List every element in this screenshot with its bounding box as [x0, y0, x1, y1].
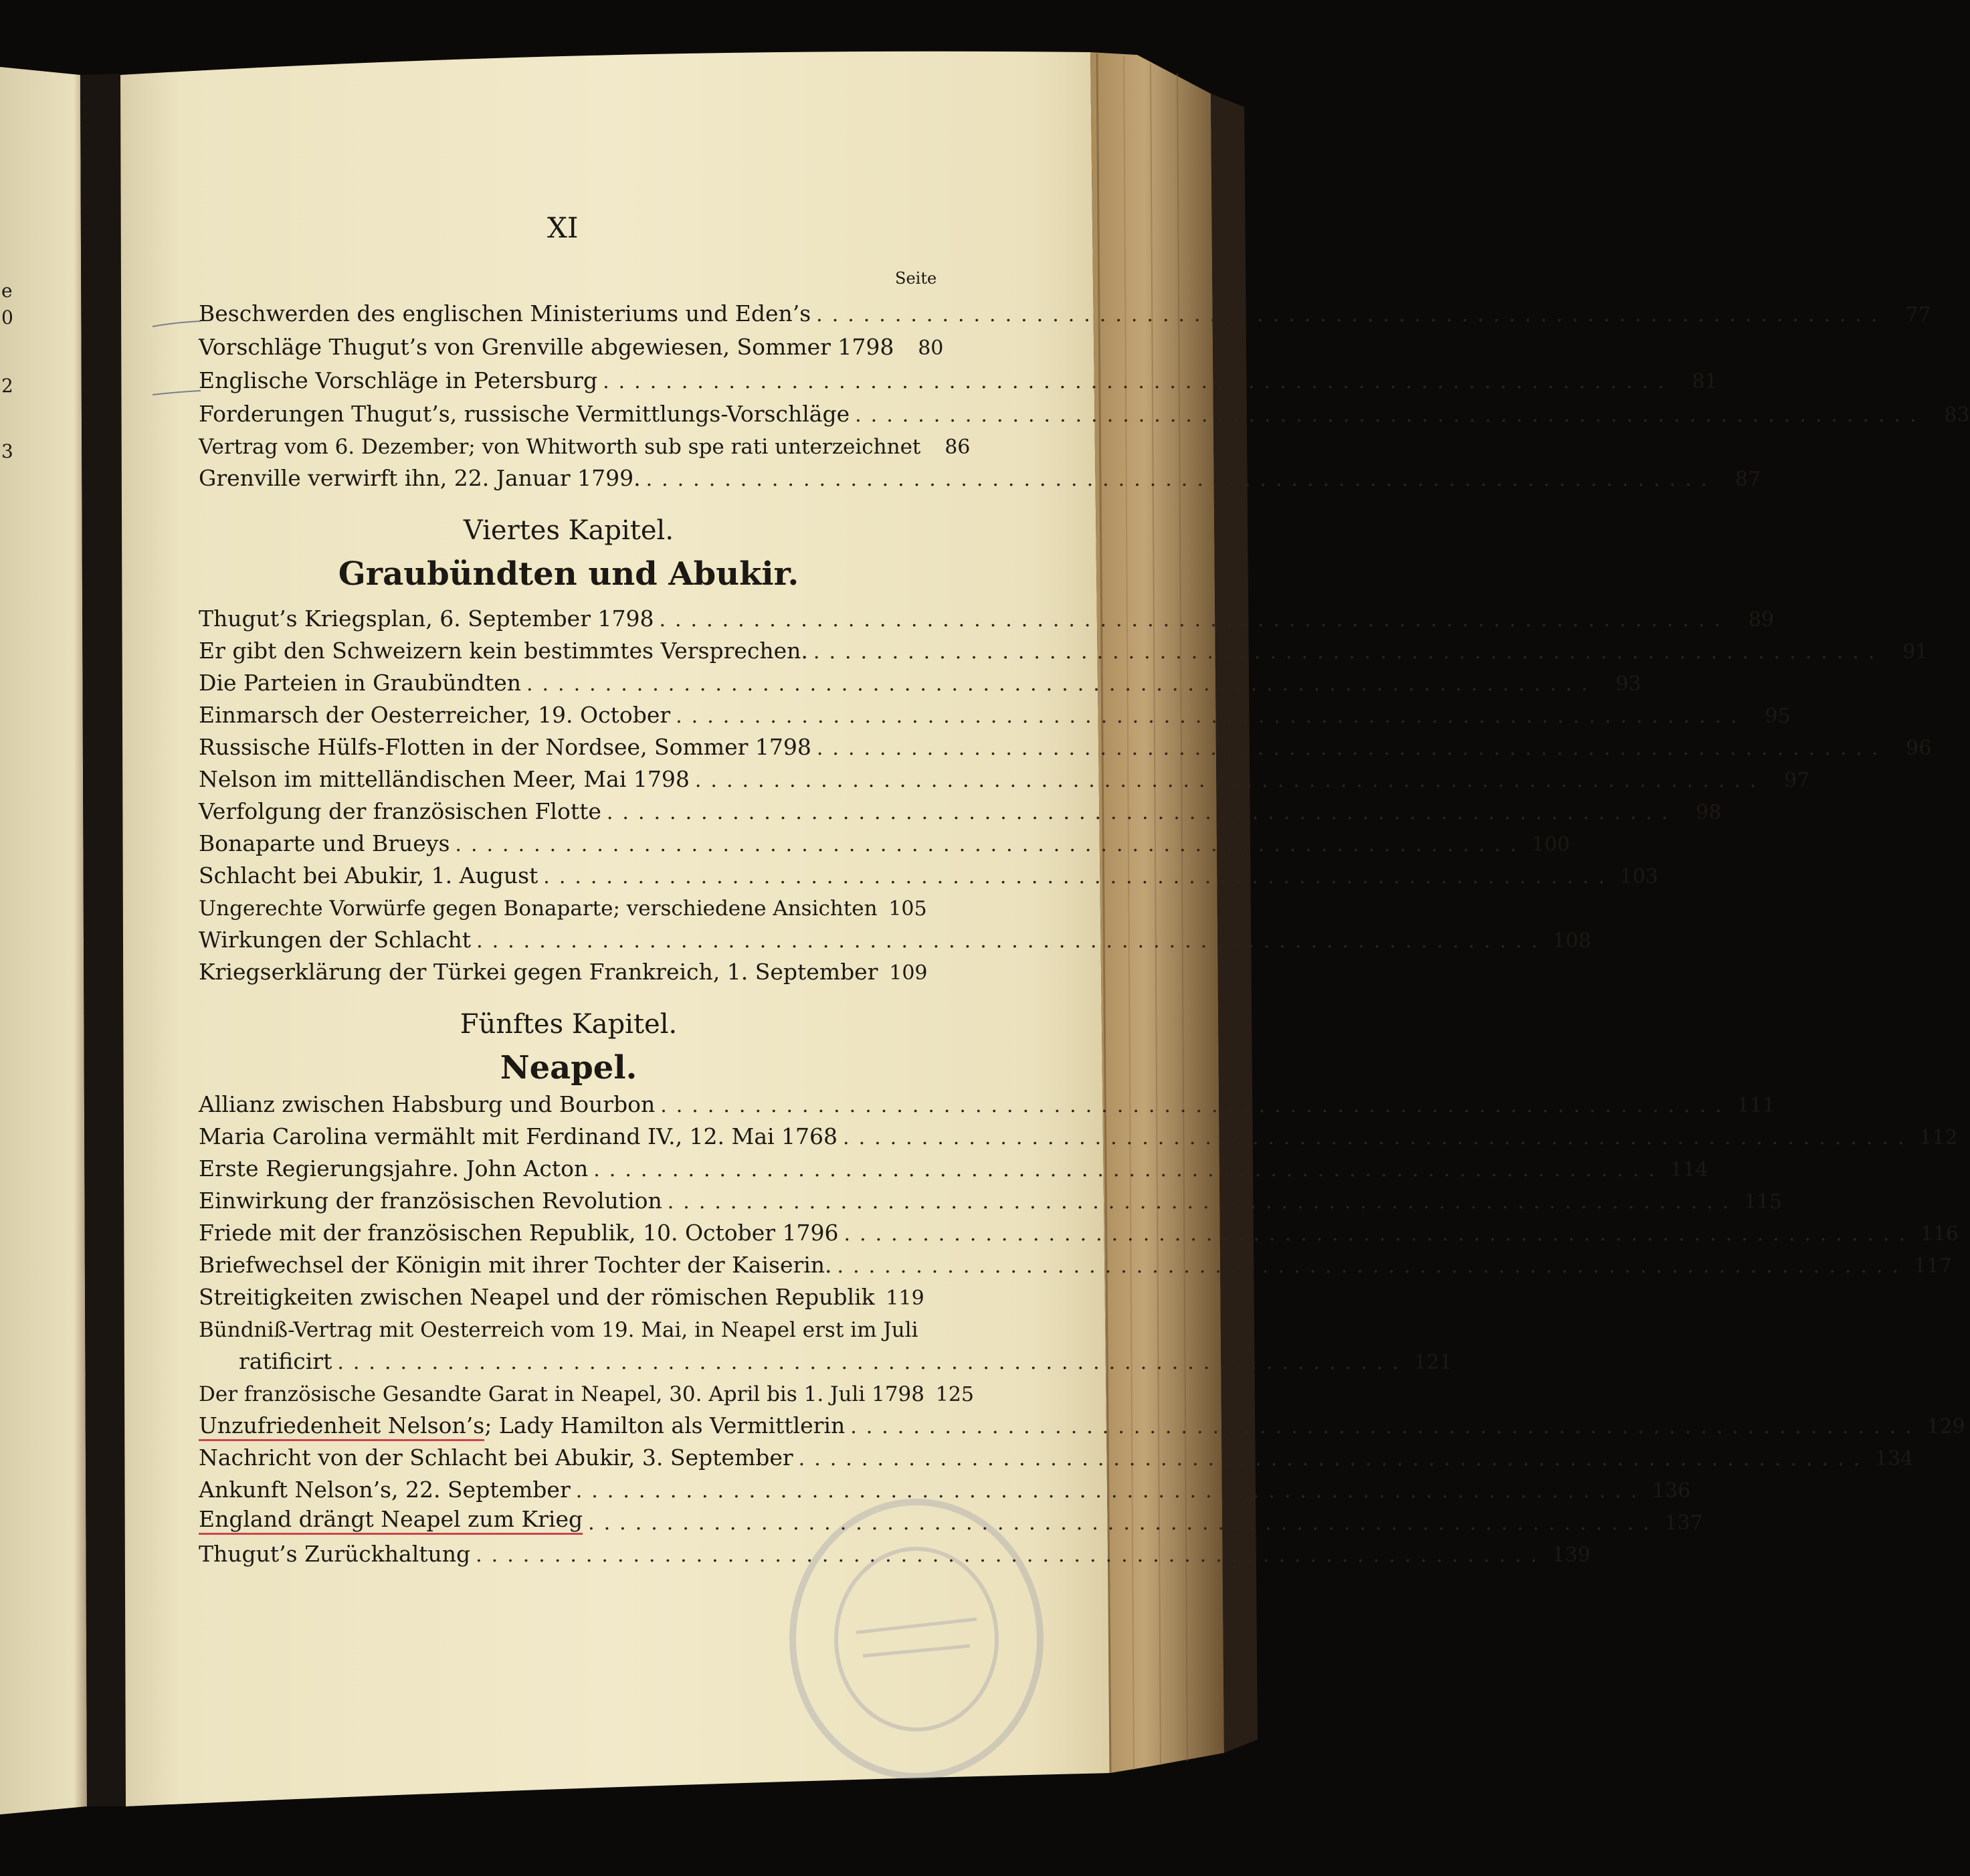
- toc-entry-text: Wirkungen der Schlacht: [199, 927, 472, 953]
- toc-entry: Grenville verwirft ihn, 22. Januar 1799. .................................................................... 87: [199, 465, 1761, 491]
- toc-entry: Maria Carolina vermählt mit Ferdinand IV., 12. Mai 1768 .................................................................... 112: [199, 1123, 1958, 1149]
- toc-entry: Nelson im mittelländischen Meer, Mai 1798 .................................................................... 97: [199, 766, 1810, 792]
- toc-entry-text: Ungerechte Vorwürfe gegen Bonaparte; verschiedene Ansichten: [199, 897, 878, 921]
- toc-entry-text: Friede mit der französischen Republik, 10. October 1796: [199, 1220, 839, 1246]
- toc-entry: Thugut’s Zurückhaltung .................................................................... 139: [199, 1541, 1591, 1567]
- toc-entry: [199, 1278, 924, 1310]
- toc-entry-page: 81: [1692, 370, 1718, 393]
- toc-entry-text: Vertrag vom 6. Dezember; von Whitworth sub spe rati unterzeichnet: [199, 435, 921, 459]
- toc-entry-page: 115: [1743, 1190, 1783, 1214]
- toc-entry-text: Vorschläge Thugut’s von Grenville abgewiesen, Sommer 1798: [199, 334, 894, 360]
- toc-entry: Forderungen Thugut’s, russische Vermittlungs-Vorschläge .................................................................... 83: [199, 401, 1970, 427]
- toc-entry-page: 103: [1619, 865, 1658, 888]
- toc-entry-page: 121: [1413, 1351, 1452, 1374]
- toc-entry-page: 86: [945, 436, 971, 459]
- toc-entry-page: 80: [918, 337, 944, 360]
- toc-entry-text: Russische Hülfs-Flotten in der Nordsee, Sommer 1798: [199, 734, 811, 760]
- toc-entry: Wirkungen der Schlacht .................................................................... 108: [199, 927, 1591, 953]
- chapter-label: Fünftes Kapitel.: [460, 1009, 678, 1040]
- toc-entry-text: Ankunft Nelson’s, 22. September: [199, 1477, 571, 1503]
- toc-entry-text: Die Parteien in Graubündten: [199, 670, 521, 696]
- toc-entry: [199, 888, 927, 921]
- toc-entry-page: 109: [889, 961, 928, 985]
- toc-entry: Schlacht bei Abukir, 1. August .................................................................... 103: [199, 862, 1658, 888]
- toc-entry-continuation: ratificirt .................................................................... 121: [239, 1348, 1452, 1374]
- toc-entry-text: Der französische Gesandte Garat in Neapel, 30. April bis 1. Juli 1798: [199, 1382, 924, 1406]
- toc-entry: Bonaparte und Brueys .................................................................... 100: [199, 830, 1570, 856]
- toc-entry-text-rest: ; Lady Hamilton als Vermittlerin: [484, 1412, 846, 1438]
- left-page-fragment: 0: [1, 306, 13, 329]
- toc-entry-page: 83: [1944, 403, 1970, 427]
- toc-entry-text: Bündniß-Vertrag mit Oesterreich vom 19. Mai, in Neapel erst im Juli: [199, 1318, 918, 1342]
- left-page-fragment: 2: [1, 375, 13, 397]
- toc-entry-page: 100: [1531, 833, 1570, 856]
- toc-entry-text: Bonaparte und Brueys: [199, 830, 450, 856]
- toc-entry-page: 98: [1696, 801, 1722, 824]
- toc-entry-text: Nachricht von der Schlacht bei Abukir, 3. September: [199, 1444, 793, 1471]
- toc-entry-page: 95: [1765, 705, 1791, 728]
- page-number: XI: [547, 211, 579, 244]
- toc-entry-page: 125: [935, 1383, 974, 1406]
- toc-entry: Unzufriedenheit Nelson’s; Lady Hamilton als Vermittlerin .................................................................... 129: [199, 1406, 918, 1438]
- chapter-heading: Neapel.: [500, 1049, 637, 1087]
- underlined-text: Unzufriedenheit Nelson’s: [199, 1412, 484, 1441]
- toc-entry-page: 111: [1737, 1094, 1775, 1117]
- toc-entry-page: 134: [1874, 1447, 1914, 1471]
- toc-entry: Ankunft Nelson’s, 22. September .................................................................... 136: [199, 1477, 1691, 1503]
- toc-entry-text: ratificirt: [239, 1348, 332, 1374]
- toc-entry-text: Verfolgung der französischen Flotte: [199, 798, 601, 824]
- toc-entry-page: 96: [1906, 737, 1932, 760]
- toc-entry: Briefwechsel der Königin mit ihrer Tochter der Kaiserin. .................................................................... 117: [199, 1252, 1953, 1278]
- toc-entry: Einmarsch der Oesterreicher, 19. October .................................................................... 95: [199, 702, 1791, 728]
- toc-entry-text: Schlacht bei Abukir, 1. August: [199, 862, 538, 888]
- toc-entry-page: 77: [1905, 303, 1931, 326]
- toc-entry-page: 108: [1553, 929, 1591, 953]
- toc-entry: [199, 953, 928, 985]
- toc-entry-text: Englische Vorschläge in Petersburg: [199, 367, 598, 393]
- toc-entry: [199, 1310, 918, 1342]
- toc-entry-text: Nelson im mittelländischen Meer, Mai 1798: [199, 766, 690, 792]
- seite-label: Seite: [895, 269, 937, 288]
- toc-entry-text: Maria Carolina vermählt mit Ferdinand IV., 12. Mai 1768: [199, 1123, 838, 1149]
- toc-entry-text: Kriegserklärung der Türkei gegen Frankreich, 1. September: [199, 959, 878, 985]
- toc-entry: Allianz zwischen Habsburg und Bourbon .................................................................... 111: [199, 1091, 1775, 1117]
- toc-entry-page: 87: [1735, 468, 1761, 491]
- toc-entry-page: 119: [886, 1287, 924, 1310]
- toc-entry-text: Allianz zwischen Habsburg und Bourbon: [199, 1091, 656, 1117]
- toc-entry-page: 114: [1670, 1158, 1708, 1182]
- toc-entry: [199, 427, 971, 459]
- toc-entry-page: 112: [1919, 1126, 1958, 1149]
- toc-entry: England drängt Neapel zum Krieg .................................................................... 137: [199, 1506, 1703, 1535]
- left-page-fragment: 3: [1, 440, 13, 462]
- toc-entry: Russische Hülfs-Flotten in der Nordsee, Sommer 1798 .................................................................... 96: [199, 734, 1932, 760]
- chapter-heading: Graubündten und Abukir.: [338, 555, 799, 593]
- toc-entry: Verfolgung der französischen Flotte .................................................................... 98: [199, 798, 1722, 824]
- toc-entry: Einwirkung der französischen Revolution .................................................................... 115: [199, 1188, 1783, 1214]
- chapter-label: Viertes Kapitel.: [463, 515, 674, 546]
- toc-entry-text: Beschwerden des englischen Ministeriums und Eden’s: [199, 300, 811, 326]
- toc-entry: [199, 328, 944, 360]
- toc-entry-text: Forderungen Thugut’s, russische Vermittlungs-Vorschläge: [199, 401, 850, 427]
- toc-entry: [199, 1374, 974, 1406]
- toc-entry-page: 93: [1615, 672, 1642, 696]
- toc-entry-page: 137: [1664, 1511, 1703, 1535]
- toc-entry-page: 91: [1902, 640, 1929, 664]
- toc-entry: Erste Regierungsjahre. John Acton .................................................................... 114: [199, 1155, 1708, 1182]
- underlined-text: England drängt Neapel zum Krieg: [199, 1506, 583, 1535]
- toc-entry-text: Thugut’s Zurückhaltung: [199, 1541, 471, 1567]
- toc-entry-page: 117: [1913, 1254, 1953, 1278]
- toc-entry-text: Erste Regierungsjahre. John Acton: [199, 1155, 589, 1182]
- toc-entry-page: 105: [888, 897, 927, 921]
- toc-entry-text: Briefwechsel der Königin mit ihrer Tochter der Kaiserin.: [199, 1252, 832, 1278]
- toc-entry: Friede mit der französischen Republik, 10. October 1796 .................................................................... 116: [199, 1220, 1959, 1246]
- left-page-fragment: e: [1, 280, 13, 302]
- toc-entry: Nachricht von der Schlacht bei Abukir, 3. September .................................................................... 134: [199, 1444, 1914, 1471]
- toc-entry: Die Parteien in Graubündten .................................................................... 93: [199, 670, 1642, 696]
- toc-entry-page: 139: [1552, 1543, 1591, 1567]
- toc-entry-page: 89: [1748, 608, 1774, 632]
- toc-entry-text: Grenville verwirft ihn, 22. Januar 1799.: [199, 465, 641, 491]
- toc-entry: Thugut’s Kriegsplan, 6. September 1798 .................................................................... 89: [199, 605, 1774, 632]
- toc-entry-page: 136: [1652, 1479, 1691, 1503]
- toc-entry-text: Einwirkung der französischen Revolution: [199, 1188, 662, 1214]
- toc-entry-text: Thugut’s Kriegsplan, 6. September 1798: [199, 605, 654, 632]
- toc-entry-page: 129: [1927, 1415, 1965, 1438]
- toc-entry: Beschwerden des englischen Ministeriums und Eden’s .................................................................... 77: [199, 300, 1931, 326]
- toc-entry-text: Einmarsch der Oesterreicher, 19. October: [199, 702, 671, 728]
- toc-entry-page: 116: [1920, 1222, 1959, 1246]
- toc-entry-text: Streitigkeiten zwischen Neapel und der römischen Republik: [199, 1284, 875, 1310]
- toc-entry: Er gibt den Schweizern kein bestimmtes Versprechen. .................................................................... 91: [199, 638, 1929, 664]
- toc-entry-text: Er gibt den Schweizern kein bestimmtes Versprechen.: [199, 638, 808, 664]
- toc-entry: Englische Vorschläge in Petersburg .................................................................... 81: [199, 367, 1718, 393]
- toc-entry-page: 97: [1784, 769, 1810, 792]
